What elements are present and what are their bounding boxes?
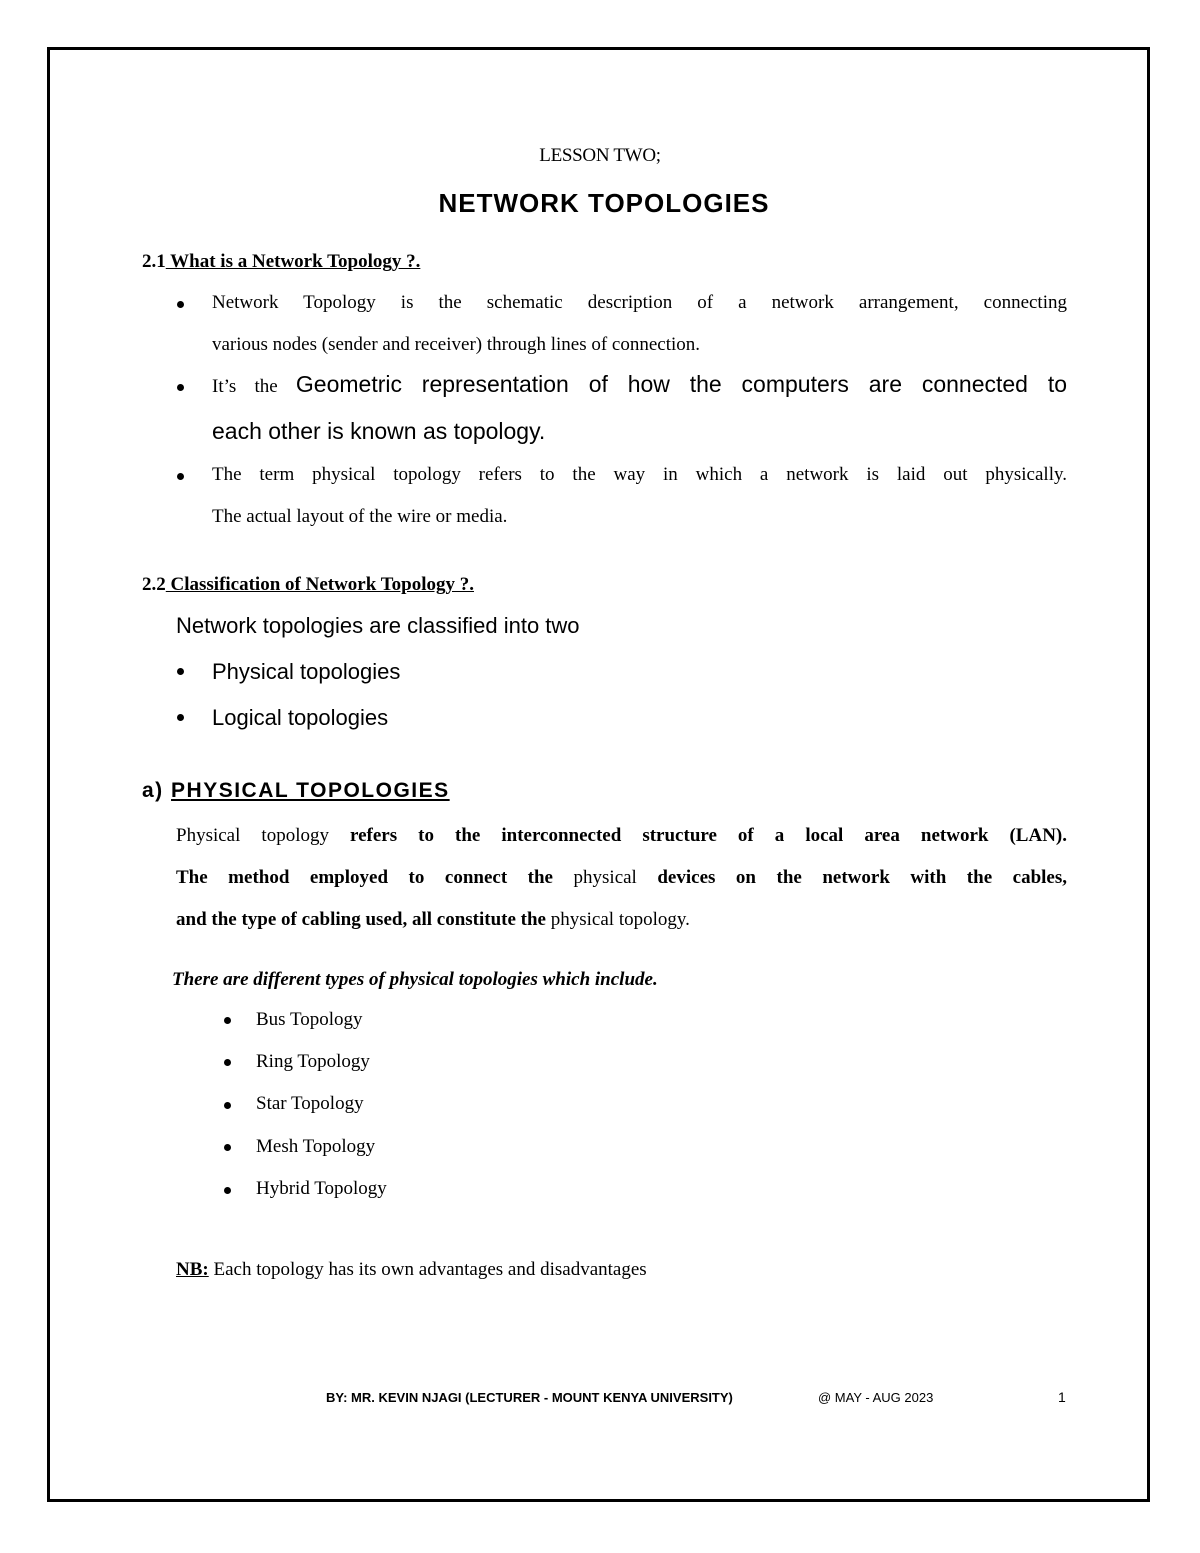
heading-label: a)	[142, 779, 164, 802]
types-intro: There are different types of physical topologies which include.	[172, 969, 658, 990]
section-heading-2-1	[142, 251, 420, 273]
normal-text: Physical topology	[176, 825, 350, 846]
topology-type-item: Bus Topology	[256, 1009, 363, 1030]
footer-author: BY: MR. KEVIN NJAGI (LECTURER - MOUNT KENYA UNIVERSITY)	[326, 1390, 733, 1405]
bullet-dot	[177, 384, 184, 391]
physical-paragraph-line-3	[176, 910, 690, 929]
lesson-label: LESSON TWO;	[539, 145, 661, 166]
page-title: NETWORK TOPOLOGIES	[438, 188, 770, 218]
bullet-dot	[224, 1102, 231, 1109]
normal-text: physical topology.	[550, 909, 690, 930]
bold-text: refers to the interconnected structure of a local area network (LAN).	[350, 825, 1067, 846]
section-number: 2.1	[142, 251, 166, 272]
bullet-2-line-2: each other is known as topology.	[212, 418, 546, 444]
classification-item: Logical topologies	[212, 705, 389, 730]
bullet-dot	[224, 1144, 231, 1151]
bullet-3-line-2: The actual layout of the wire or media.	[212, 506, 508, 527]
classification-item: Physical topologies	[212, 659, 401, 684]
physical-paragraph-line-2	[176, 868, 1067, 887]
physical-paragraph-line-1	[176, 826, 1067, 845]
heading-title: PHYSICAL TOPOLOGIES	[171, 779, 450, 802]
bullet-2-rest: Geometric representation of how the computers are connected to	[295, 371, 1067, 397]
normal-text: physical	[573, 867, 658, 888]
note-label: NB:	[176, 1259, 209, 1280]
bullet-dot	[177, 714, 184, 721]
bold-text: and the type of cabling used, all constitute the	[176, 909, 551, 930]
bullet-dot	[177, 301, 184, 308]
topology-type-item: Ring Topology	[256, 1051, 370, 1072]
physical-topologies-heading	[142, 779, 450, 803]
section-title: Classification of Network Topology ?.	[165, 574, 474, 595]
footer-date: @ MAY - AUG 2023	[818, 1390, 934, 1405]
topology-type-item: Hybrid Topology	[256, 1178, 387, 1199]
section-number: 2.2	[142, 574, 166, 595]
bullet-3-line-1: The term physical topology refers to the way in which a network is laid out physically.	[212, 464, 1067, 485]
topology-type-item: Star Topology	[256, 1093, 364, 1114]
bullet-dot	[177, 668, 184, 675]
bullet-2-prefix: It’s the	[212, 376, 296, 397]
bullet-dot	[224, 1017, 231, 1024]
section-heading-2-2	[142, 574, 474, 596]
note-text: Each topology has its own advantages and disadvantages	[208, 1259, 647, 1280]
bullet-2-line-1	[212, 373, 1067, 396]
page-number: 1	[1058, 1389, 1066, 1405]
bullet-1-line-1: Network Topology is the schematic description of a network arrangement, connecting	[212, 292, 1067, 313]
bold-text: The method employed to connect the	[176, 867, 574, 888]
note-line	[176, 1260, 647, 1279]
classification-intro: Network topologies are classified into two	[176, 613, 580, 638]
bullet-dot	[224, 1187, 231, 1194]
section-title: What is a Network Topology ?.	[165, 251, 421, 272]
bullet-1-line-2: various nodes (sender and receiver) through lines of connection.	[212, 334, 701, 355]
topology-type-item: Mesh Topology	[256, 1136, 376, 1157]
bold-text: devices on the network with the cables,	[657, 867, 1068, 888]
bullet-dot	[224, 1059, 231, 1066]
bullet-dot	[177, 473, 184, 480]
